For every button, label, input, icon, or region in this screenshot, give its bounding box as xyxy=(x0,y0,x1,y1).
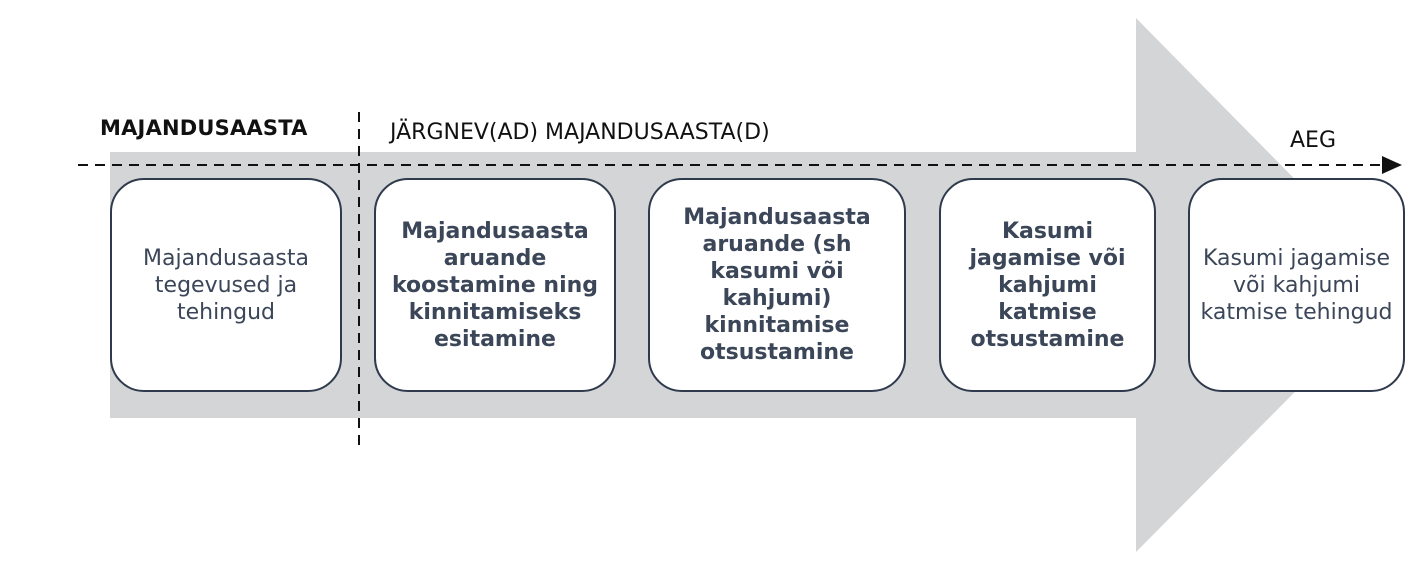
step-2-text: Majandusaasta aruande koostamine ning kinnitamiseks esitamine xyxy=(391,218,599,352)
step-box-1 xyxy=(110,178,342,392)
step-3-text: Majandusaasta aruande (sh kasumi või kahjumi) kinnitamise otsustamine xyxy=(683,205,871,365)
step-box-4 xyxy=(939,178,1156,392)
step-4-text: Kasumi jagamise või kahjumi katmise otsustamine xyxy=(969,218,1126,352)
time-axis-arrowhead-icon xyxy=(1382,156,1402,174)
step-box-3 xyxy=(648,178,906,392)
step-box-5 xyxy=(1188,178,1405,392)
step-1-text: Majandusaasta tegevused ja tehingud xyxy=(143,245,309,325)
step-box-2 xyxy=(374,178,616,392)
current-period-label: MAJANDUSAASTA xyxy=(100,116,308,140)
step-5-text: Kasumi jagamise või kahjumi katmise tehingud xyxy=(1200,245,1393,325)
following-periods-label: JÄRGNEV(AD) MAJANDUSAASTA(D) xyxy=(390,120,770,145)
time-axis-label: AEG xyxy=(1290,128,1336,153)
